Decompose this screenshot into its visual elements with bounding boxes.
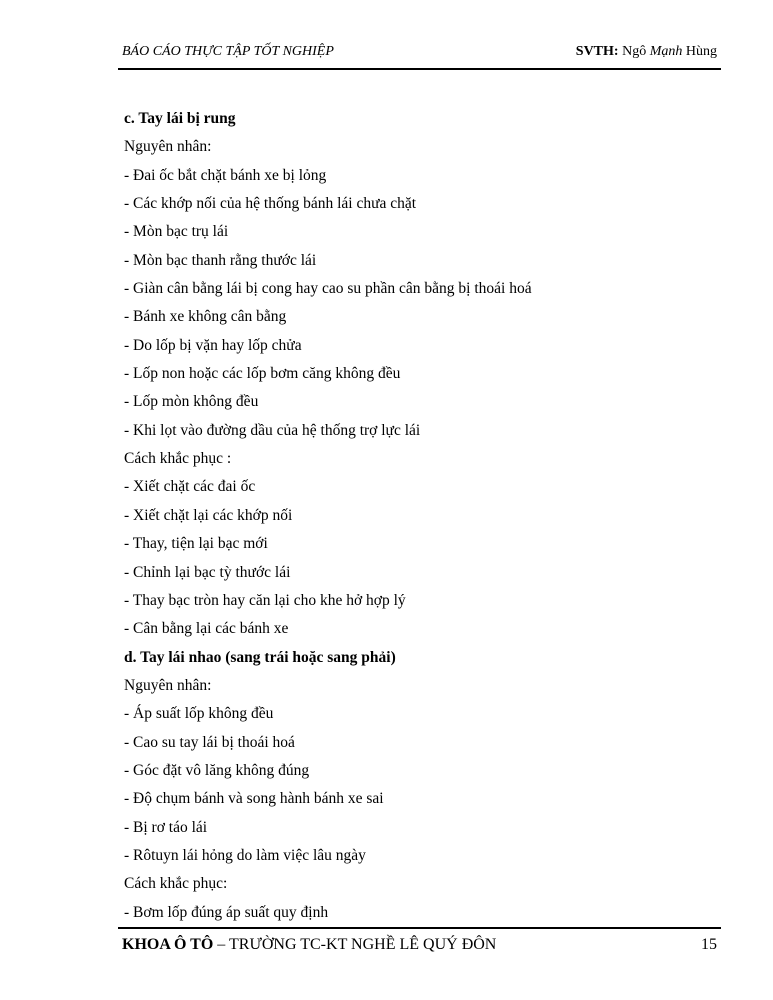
body-line: - Độ chụm bánh và song hành bánh xe sai (124, 790, 384, 808)
body-line: - Đai ốc bắt chặt bánh xe bị lỏng (124, 166, 327, 184)
footer-divider (118, 927, 721, 929)
page-body (124, 105, 714, 927)
footer-institution (122, 936, 496, 954)
section-heading: c. Tay lái bị rung (124, 110, 236, 127)
page-header (122, 44, 717, 66)
body-line: - Bị rơ táo lái (124, 818, 208, 836)
body-line: - Do lốp bị vặn hay lốp chửa (124, 336, 302, 354)
body-line: Cách khắc phục: (124, 875, 228, 893)
body-line: - Rôtuyn lái hỏng do làm việc lâu ngày (124, 846, 366, 864)
body-line: - Mòn bạc trụ lái (124, 223, 229, 241)
footer-school: TRƯỜNG TC-KT NGHỀ LÊ QUÝ ĐÔN (229, 936, 497, 953)
body-line: - Xiết chặt lại các khớp nối (124, 506, 293, 524)
author-first-name: Ngô (622, 44, 647, 59)
body-line: - Các khớp nối của hệ thống bánh lái chưa chặt (124, 195, 417, 213)
footer-department: KHOA Ô TÔ (122, 936, 214, 953)
body-line: Nguyên nhân: (124, 138, 212, 156)
body-line: - Góc đặt vô lăng không đúng (124, 761, 310, 779)
section-heading: d. Tay lái nhao (sang trái hoặc sang phải) (124, 648, 396, 666)
page-footer (122, 936, 717, 958)
report-title: BÁO CÁO THỰC TẬP TỐT NGHIỆP (122, 44, 334, 59)
footer-separator: – (213, 936, 229, 953)
body-line: - Lốp mòn không đều (124, 393, 259, 411)
body-line: - Giàn cân bằng lái bị cong hay cao su phần cân bằng bị thoái hoá (124, 280, 532, 298)
body-line: - Thay, tiện lại bạc mới (124, 535, 268, 553)
body-line: - Cân bằng lại các bánh xe (124, 620, 289, 638)
body-line: - Chỉnh lại bạc tỳ thước lái (124, 563, 291, 581)
body-line: - Cao su tay lái bị thoái hoá (124, 733, 295, 751)
header-divider (118, 68, 721, 70)
body-line: - Bơm lốp đúng áp suất quy định (124, 903, 329, 921)
author-last-name: Hùng (685, 44, 717, 59)
body-line: Cách khắc phục : (124, 450, 232, 468)
body-line: - Thay bạc tròn hay căn lại cho khe hở hợp lý (124, 591, 406, 609)
body-line: - Lốp non hoặc các lốp bơm căng không đều (124, 365, 401, 383)
author-info (576, 44, 717, 60)
author-label: SVTH: (575, 44, 619, 59)
body-line: - Khi lọt vào đường dầu của hệ thống trợ lực lái (124, 421, 421, 439)
body-line: Nguyên nhân: (124, 676, 212, 694)
body-line: - Áp suất lốp không đều (124, 705, 274, 723)
body-line: - Mòn bạc thanh rằng thước lái (124, 251, 317, 269)
author-middle-name: Mạnh (649, 44, 683, 59)
body-line: - Bánh xe không cân bằng (124, 308, 287, 326)
page-number: 15 (701, 936, 717, 953)
body-line: - Xiết chặt các đai ốc (124, 478, 256, 496)
